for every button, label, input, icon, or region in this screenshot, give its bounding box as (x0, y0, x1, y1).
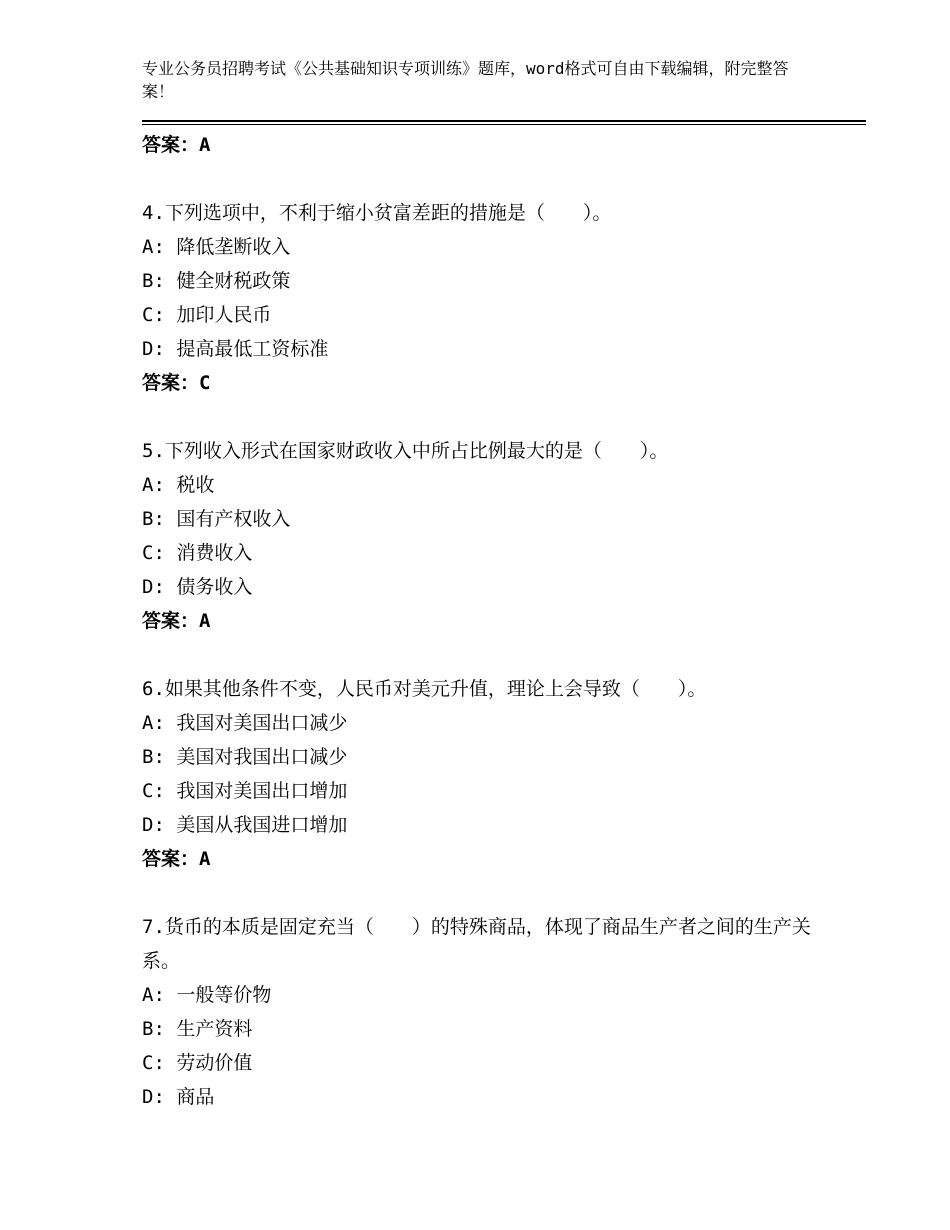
option-d: D: 美国从我国进口增加 (142, 814, 348, 836)
question-block (142, 910, 842, 1114)
question-block (142, 672, 842, 876)
question-block (142, 434, 842, 638)
answer-line: 答案：A (142, 848, 211, 870)
option-d: D: 提高最低工资标准 (142, 338, 329, 360)
page-header: 专业公务员招聘考试《公共基础知识专项训练》题库，word格式可自由下载编辑，附完整答案！ (142, 59, 789, 101)
option-c: C: 我国对美国出口增加 (142, 780, 348, 802)
answer-line: 答案：A (142, 134, 211, 156)
option-b: B: 美国对我国出口减少 (142, 746, 348, 768)
option-d: D: 债务收入 (142, 576, 253, 598)
option-b: B: 健全财税政策 (142, 270, 291, 292)
option-c: C: 劳动价值 (142, 1052, 253, 1074)
question-block (142, 196, 842, 400)
option-d: D: 商品 (142, 1086, 215, 1108)
answer-line: 答案：A (142, 610, 211, 632)
option-a: A: 税收 (142, 474, 215, 496)
question-text: 5.下列收入形式在国家财政收入中所占比例最大的是（ ）。 (142, 440, 669, 462)
header-rule-thin (142, 124, 866, 125)
option-b: B: 生产资料 (142, 1018, 253, 1040)
question-text: 4.下列选项中，不利于缩小贫富差距的措施是（ ）。 (142, 202, 612, 224)
option-a: A: 我国对美国出口减少 (142, 712, 348, 734)
question-list (142, 128, 842, 1114)
option-c: C: 加印人民币 (142, 304, 272, 326)
question-text: 7.货币的本质是固定充当（ ）的特殊商品，体现了商品生产者之间的生产关系。 (142, 916, 811, 972)
answer-line: 答案：C (142, 372, 211, 394)
option-a: A: 一般等价物 (142, 984, 272, 1006)
option-a: A: 降低垄断收入 (142, 236, 291, 258)
option-b: B: 国有产权收入 (142, 508, 291, 530)
question-text: 6.如果其他条件不变，人民币对美元升值，理论上会导致（ ）。 (142, 678, 707, 700)
header-rule-thick (142, 120, 866, 122)
option-c: C: 消费收入 (142, 542, 253, 564)
